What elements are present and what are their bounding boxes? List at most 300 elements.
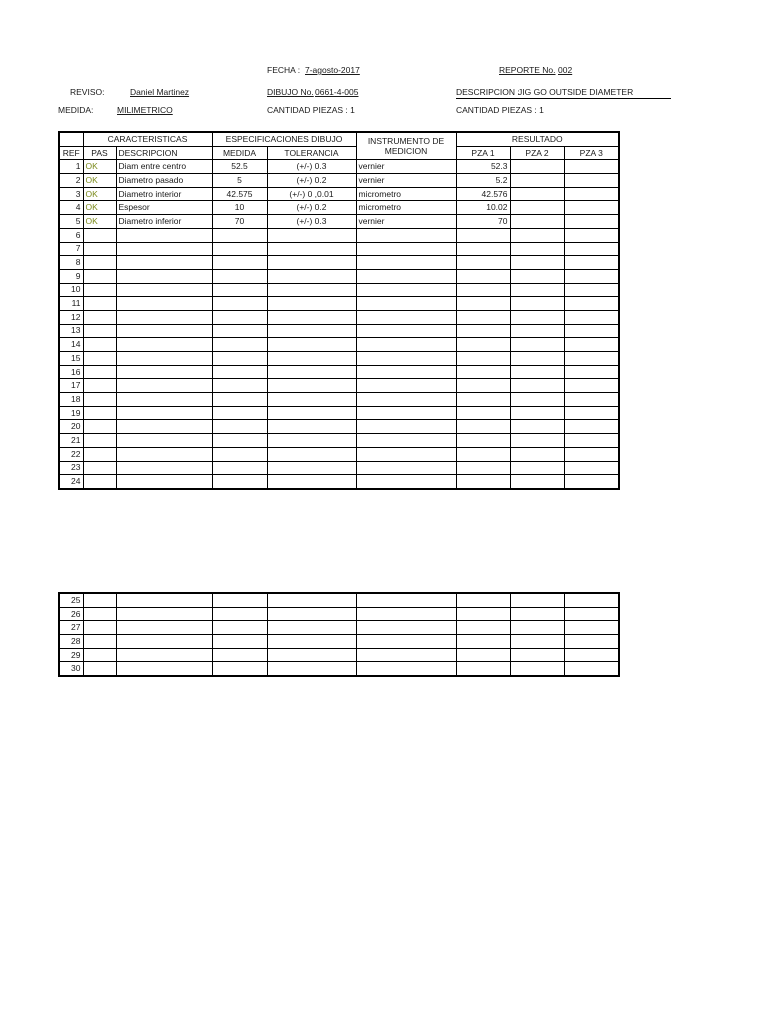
- table-row: [59, 201, 619, 215]
- cantidad-piezas-1: CANTIDAD PIEZAS : 1: [267, 105, 355, 115]
- cell-instrumento: [356, 310, 456, 324]
- cell-pza2: [510, 187, 564, 201]
- cell-pza1: [456, 242, 510, 256]
- cell-medida: 42.575: [212, 187, 267, 201]
- cell-empty: [510, 648, 564, 662]
- cell-pza3: [564, 256, 619, 270]
- cell-medida: 5: [212, 174, 267, 188]
- cell-empty: [356, 593, 456, 607]
- group-instrumento: INSTRUMENTO DE MEDICION: [356, 132, 456, 160]
- cell-empty: [267, 648, 356, 662]
- cell-empty: [83, 607, 116, 621]
- reporte-label: REPORTE No.: [499, 65, 556, 75]
- cell-descripcion: [116, 338, 212, 352]
- cell-pza3: [564, 461, 619, 475]
- cell-instrumento: [356, 297, 456, 311]
- table-row: [59, 160, 619, 174]
- cell-empty: [83, 662, 116, 676]
- cell-tolerancia: [267, 256, 356, 270]
- medida-value: MILIMETRICO: [117, 105, 173, 115]
- cell-pza3: [564, 160, 619, 174]
- table-row: [59, 215, 619, 229]
- cell-empty: [510, 607, 564, 621]
- cell-pza3: [564, 324, 619, 338]
- cantidad-piezas-2: CANTIDAD PIEZAS : 1: [456, 105, 544, 115]
- cell-pas: [83, 324, 116, 338]
- cell-descripcion: [116, 475, 212, 489]
- cell-pas: OK: [83, 201, 116, 215]
- cell-pas: OK: [83, 187, 116, 201]
- cell-descripcion: [116, 297, 212, 311]
- cell-pas: [83, 475, 116, 489]
- cell-empty: [116, 635, 212, 649]
- group-caracteristicas: CARACTERISTICAS: [83, 132, 212, 146]
- cell-tolerancia: [267, 475, 356, 489]
- cell-pza2: [510, 352, 564, 366]
- cell-pas: [83, 461, 116, 475]
- cell-empty: [212, 662, 267, 676]
- cell-empty: [267, 593, 356, 607]
- cell-descripcion: Espesor: [116, 201, 212, 215]
- cell-ref: 9: [59, 269, 83, 283]
- cell-instrumento: [356, 269, 456, 283]
- cell-pza3: [564, 365, 619, 379]
- cell-pza3: [564, 379, 619, 393]
- cell-descripcion: [116, 228, 212, 242]
- cell-ref: 18: [59, 393, 83, 407]
- table-row: [59, 461, 619, 475]
- cell-pza3: [564, 447, 619, 461]
- cell-pza1: [456, 338, 510, 352]
- group-especificaciones: ESPECIFICACIONES DIBUJO: [212, 132, 356, 146]
- table-row: [59, 420, 619, 434]
- cell-ref: 30: [59, 662, 83, 676]
- cell-medida: [212, 242, 267, 256]
- cell-empty: [83, 593, 116, 607]
- cell-pza1: [456, 434, 510, 448]
- table-row: [59, 242, 619, 256]
- cell-pza1: [456, 393, 510, 407]
- cell-instrumento: [356, 365, 456, 379]
- cell-empty: [356, 662, 456, 676]
- cell-pas: [83, 310, 116, 324]
- cell-instrumento: [356, 228, 456, 242]
- cell-instrumento: [356, 406, 456, 420]
- cell-tolerancia: [267, 283, 356, 297]
- cell-ref: 3: [59, 187, 83, 201]
- dibujo-label: DIBUJO No.: [267, 87, 314, 97]
- cell-pza1: [456, 475, 510, 489]
- cell-pza3: [564, 406, 619, 420]
- cell-descripcion: [116, 393, 212, 407]
- cell-pas: OK: [83, 174, 116, 188]
- cell-pas: [83, 352, 116, 366]
- cell-tolerancia: (+/-) 0.2: [267, 174, 356, 188]
- cell-instrumento: [356, 379, 456, 393]
- cell-pza3: [564, 352, 619, 366]
- cell-medida: [212, 475, 267, 489]
- cell-pza1: [456, 228, 510, 242]
- reporte-value: 002: [558, 65, 573, 75]
- cell-ref: 11: [59, 297, 83, 311]
- cell-medida: [212, 256, 267, 270]
- table-row: [59, 174, 619, 188]
- cell-pza1: 52.3: [456, 160, 510, 174]
- cell-ref: 28: [59, 635, 83, 649]
- cell-ref: 26: [59, 607, 83, 621]
- cell-pas: [83, 228, 116, 242]
- cell-empty: [356, 607, 456, 621]
- cell-pas: [83, 365, 116, 379]
- table-row: [59, 621, 619, 635]
- cell-pza3: [564, 283, 619, 297]
- cell-pza1: [456, 310, 510, 324]
- cell-pza3: [564, 187, 619, 201]
- cell-pza3: [564, 242, 619, 256]
- col-tolerancia: TOLERANCIA: [267, 146, 356, 160]
- fecha-value: 7-agosto-2017: [305, 65, 360, 75]
- cell-ref: 29: [59, 648, 83, 662]
- cell-pza2: [510, 338, 564, 352]
- cell-empty: [212, 621, 267, 635]
- cell-pza3: [564, 475, 619, 489]
- table-row: [59, 593, 619, 607]
- cell-pza2: [510, 283, 564, 297]
- cell-medida: [212, 379, 267, 393]
- cell-instrumento: [356, 447, 456, 461]
- cell-ref: 4: [59, 201, 83, 215]
- cell-ref: 5: [59, 215, 83, 229]
- table-row: [59, 434, 619, 448]
- cell-pas: [83, 256, 116, 270]
- cell-empty: [267, 621, 356, 635]
- cell-instrumento: [356, 242, 456, 256]
- cell-tolerancia: [267, 461, 356, 475]
- cell-ref: 20: [59, 420, 83, 434]
- cell-instrumento: [356, 352, 456, 366]
- cell-pza1: 5.2: [456, 174, 510, 188]
- cell-pza3: [564, 174, 619, 188]
- cell-empty: [116, 621, 212, 635]
- cell-empty: [267, 635, 356, 649]
- cell-pza1: [456, 420, 510, 434]
- cell-empty: [564, 648, 619, 662]
- cell-pas: [83, 242, 116, 256]
- cell-pza2: [510, 379, 564, 393]
- cell-pza1: [456, 297, 510, 311]
- dibujo-value: 0661-4-005: [315, 87, 359, 97]
- cell-empty: [356, 648, 456, 662]
- cell-descripcion: [116, 461, 212, 475]
- cell-empty: [510, 662, 564, 676]
- col-descripcion: DESCRIPCION: [116, 146, 212, 160]
- cell-empty: [212, 648, 267, 662]
- cell-empty: [356, 635, 456, 649]
- cell-empty: [116, 648, 212, 662]
- inspection-table: [58, 131, 620, 490]
- descripcion-value: JIG GO OUTSIDE DIAMETER: [518, 87, 634, 97]
- cell-ref: 13: [59, 324, 83, 338]
- cell-medida: [212, 324, 267, 338]
- cell-medida: [212, 365, 267, 379]
- cell-tolerancia: [267, 420, 356, 434]
- col-pas: PAS: [83, 146, 116, 160]
- cell-empty: [564, 593, 619, 607]
- table-row: [59, 269, 619, 283]
- cell-descripcion: Diametro inferior: [116, 215, 212, 229]
- cell-descripcion: [116, 324, 212, 338]
- cell-empty: [564, 621, 619, 635]
- cell-instrumento: vernier: [356, 215, 456, 229]
- cell-pza1: [456, 406, 510, 420]
- table-row: [59, 406, 619, 420]
- cell-pza3: [564, 297, 619, 311]
- table-row: [59, 648, 619, 662]
- cell-empty: [267, 607, 356, 621]
- cell-medida: [212, 310, 267, 324]
- cell-medida: 70: [212, 215, 267, 229]
- cell-pza1: [456, 447, 510, 461]
- cell-descripcion: [116, 256, 212, 270]
- cell-pza3: [564, 420, 619, 434]
- cell-pza3: [564, 310, 619, 324]
- cell-ref: 2: [59, 174, 83, 188]
- cell-pza2: [510, 174, 564, 188]
- cell-pas: [83, 434, 116, 448]
- cell-empty: [510, 593, 564, 607]
- cell-pza1: [456, 269, 510, 283]
- cell-pza3: [564, 228, 619, 242]
- cell-ref: 19: [59, 406, 83, 420]
- cell-descripcion: Diametro interior: [116, 187, 212, 201]
- cell-medida: [212, 283, 267, 297]
- cell-tolerancia: [267, 242, 356, 256]
- cell-instrumento: [356, 324, 456, 338]
- table-row: [59, 310, 619, 324]
- cell-instrumento: [356, 393, 456, 407]
- cell-pza2: [510, 215, 564, 229]
- cell-medida: [212, 352, 267, 366]
- cell-ref: 23: [59, 461, 83, 475]
- cell-descripcion: [116, 420, 212, 434]
- cell-descripcion: [116, 406, 212, 420]
- cell-pza1: 10.02: [456, 201, 510, 215]
- cell-pas: [83, 338, 116, 352]
- cell-pza2: [510, 160, 564, 174]
- col-medida: MEDIDA: [212, 146, 267, 160]
- cell-empty: [267, 662, 356, 676]
- cell-empty: [456, 648, 510, 662]
- cell-tolerancia: [267, 228, 356, 242]
- cell-medida: [212, 406, 267, 420]
- cell-instrumento: [356, 283, 456, 297]
- cell-empty: [356, 621, 456, 635]
- cell-ref: 14: [59, 338, 83, 352]
- cell-medida: [212, 338, 267, 352]
- cell-pza1: [456, 379, 510, 393]
- table-row: [59, 297, 619, 311]
- cell-pza3: [564, 434, 619, 448]
- cell-descripcion: [116, 269, 212, 283]
- cell-ref: 27: [59, 621, 83, 635]
- cell-pza2: [510, 420, 564, 434]
- col-ref: REF: [59, 146, 83, 160]
- cell-pas: [83, 406, 116, 420]
- table-row: [59, 662, 619, 676]
- cell-tolerancia: [267, 324, 356, 338]
- cell-medida: [212, 434, 267, 448]
- cell-pza3: [564, 338, 619, 352]
- cell-pas: [83, 297, 116, 311]
- cell-descripcion: [116, 352, 212, 366]
- table-group-header-row: [59, 132, 619, 146]
- cell-pza2: [510, 201, 564, 215]
- cell-descripcion: [116, 379, 212, 393]
- cell-pza1: [456, 256, 510, 270]
- cell-pas: [83, 283, 116, 297]
- cell-instrumento: [356, 338, 456, 352]
- cell-pza2: [510, 461, 564, 475]
- cell-pza2: [510, 228, 564, 242]
- cell-pas: [83, 447, 116, 461]
- table-row: [59, 228, 619, 242]
- cell-pza1: 42.576: [456, 187, 510, 201]
- cell-pas: [83, 269, 116, 283]
- cell-empty: [564, 635, 619, 649]
- cell-empty: [456, 621, 510, 635]
- table-row: [59, 256, 619, 270]
- cell-medida: [212, 269, 267, 283]
- cell-pza2: [510, 297, 564, 311]
- cell-instrumento: [356, 420, 456, 434]
- cell-ref: 25: [59, 593, 83, 607]
- continuation-table: [58, 592, 620, 677]
- cell-tolerancia: [267, 379, 356, 393]
- cell-empty: [456, 607, 510, 621]
- cell-ref: 15: [59, 352, 83, 366]
- table-row: [59, 352, 619, 366]
- cell-pza2: [510, 475, 564, 489]
- cell-ref: 24: [59, 475, 83, 489]
- table-row: [59, 379, 619, 393]
- cell-medida: [212, 297, 267, 311]
- cell-tolerancia: (+/-) 0.2: [267, 201, 356, 215]
- cell-pza1: 70: [456, 215, 510, 229]
- cell-pza1: [456, 352, 510, 366]
- table-row: [59, 475, 619, 489]
- cell-pza2: [510, 256, 564, 270]
- table-row: [59, 607, 619, 621]
- cell-descripcion: [116, 310, 212, 324]
- group-resultado: RESULTADO: [456, 132, 619, 146]
- cell-pza2: [510, 242, 564, 256]
- cell-tolerancia: [267, 297, 356, 311]
- cell-tolerancia: [267, 365, 356, 379]
- table-row: [59, 283, 619, 297]
- table-row: [59, 393, 619, 407]
- cell-ref: 7: [59, 242, 83, 256]
- cell-ref: 6: [59, 228, 83, 242]
- descripcion-underline: [456, 98, 671, 99]
- cell-empty: [116, 593, 212, 607]
- cell-pza1: [456, 324, 510, 338]
- cell-empty: [212, 635, 267, 649]
- fecha-label: FECHA :: [267, 65, 301, 75]
- cell-tolerancia: [267, 338, 356, 352]
- cell-pza3: [564, 215, 619, 229]
- table-row: [59, 324, 619, 338]
- cell-descripcion: [116, 242, 212, 256]
- cell-medida: [212, 420, 267, 434]
- cell-descripcion: [116, 283, 212, 297]
- cell-pza1: [456, 365, 510, 379]
- cell-empty: [510, 621, 564, 635]
- cell-empty: [116, 662, 212, 676]
- cell-pza2: [510, 269, 564, 283]
- col-pza1: PZA 1: [456, 146, 510, 160]
- cell-empty: [83, 621, 116, 635]
- cell-empty: [564, 607, 619, 621]
- cell-descripcion: [116, 434, 212, 448]
- cell-pas: [83, 393, 116, 407]
- cell-tolerancia: (+/-) 0.3: [267, 215, 356, 229]
- table-row: [59, 338, 619, 352]
- cell-instrumento: [356, 434, 456, 448]
- table-column-header-row: [59, 146, 619, 160]
- cell-ref: 21: [59, 434, 83, 448]
- cell-descripcion: Diametro pasado: [116, 174, 212, 188]
- cell-instrumento: micrometro: [356, 201, 456, 215]
- cell-tolerancia: (+/-) 0.3: [267, 160, 356, 174]
- table-row: [59, 447, 619, 461]
- cell-pas: [83, 379, 116, 393]
- cell-empty: [212, 607, 267, 621]
- cell-tolerancia: [267, 352, 356, 366]
- cell-pza2: [510, 434, 564, 448]
- cell-ref: 17: [59, 379, 83, 393]
- col-pza3: PZA 3: [564, 146, 619, 160]
- descripcion-label: DESCRIPCION :: [456, 87, 520, 97]
- cell-tolerancia: [267, 447, 356, 461]
- cell-empty: [456, 635, 510, 649]
- cell-medida: 52.5: [212, 160, 267, 174]
- cell-medida: [212, 393, 267, 407]
- cell-descripcion: [116, 447, 212, 461]
- cell-pza1: [456, 283, 510, 297]
- cell-ref: 12: [59, 310, 83, 324]
- cell-pas: [83, 420, 116, 434]
- reviso-value: Daniel Martinez: [130, 87, 190, 97]
- cell-pza2: [510, 447, 564, 461]
- cell-tolerancia: [267, 406, 356, 420]
- cell-pas: OK: [83, 160, 116, 174]
- cell-empty: [456, 662, 510, 676]
- cell-instrumento: micrometro: [356, 187, 456, 201]
- cell-empty: [212, 593, 267, 607]
- cell-tolerancia: [267, 393, 356, 407]
- table-row: [59, 187, 619, 201]
- cell-ref: 16: [59, 365, 83, 379]
- cell-ref: 10: [59, 283, 83, 297]
- medida-label: MEDIDA:: [58, 105, 94, 115]
- cell-empty: [83, 648, 116, 662]
- cell-descripcion: [116, 365, 212, 379]
- cell-instrumento: vernier: [356, 174, 456, 188]
- cell-instrumento: vernier: [356, 160, 456, 174]
- cell-ref: 1: [59, 160, 83, 174]
- cell-pza2: [510, 324, 564, 338]
- cell-pza2: [510, 365, 564, 379]
